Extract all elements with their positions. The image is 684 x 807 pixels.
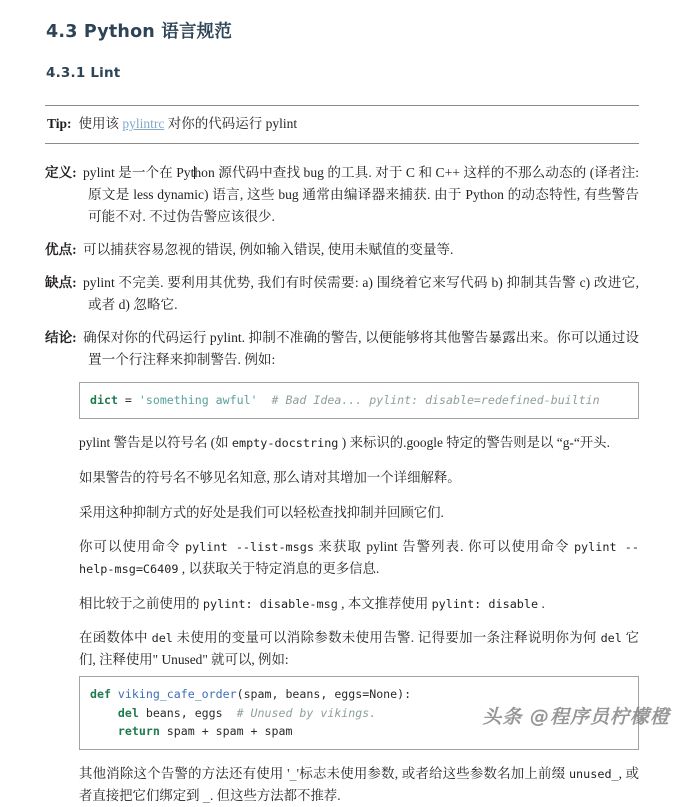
paragraph-list-msgs [79, 536, 639, 579]
code-token: del [117, 705, 146, 720]
code-token: None [369, 686, 398, 701]
inline-code: pylint --list-msgs [185, 540, 314, 555]
definition-item-pros [45, 239, 639, 261]
text-run: 采用这种抑制方式的好处是我们可以轻松查找抑制并回顾它们. [79, 504, 444, 520]
text-run: pylint 警告是以符号名 (如 [79, 435, 232, 451]
code-token: return [117, 724, 167, 739]
code-token [90, 724, 118, 738]
text-run: '标志未使用参数, 或者给这些参数名加上前缀 [296, 766, 569, 782]
definition-term: 定义: [45, 165, 77, 181]
definition-term: 优点: [45, 242, 77, 258]
paragraph-benefit [79, 502, 639, 524]
code-token: (spam, beans, eggs= [236, 686, 370, 701]
code-block-dict-example [79, 382, 639, 419]
paragraph-disable-msg [79, 593, 639, 615]
inline-code: pylint: disable [431, 596, 539, 611]
code-token: 'something awful' [138, 393, 258, 408]
code-token: = [117, 393, 139, 408]
definition-term: 缺点: [45, 275, 77, 291]
inline-code: del [151, 631, 173, 646]
text-run: , 以获取关于特定消息的更多信息. [178, 560, 380, 576]
code-token: # Unused by vikings. [236, 705, 377, 720]
code-token [90, 706, 118, 720]
text-run: 相比较于之前使用的 [79, 595, 203, 611]
code-token: beans, eggs [145, 705, 237, 720]
definition-body: 确保对你的代码运行 pylint. 抑制不准确的警告, 以便能够将其他警告暴露出来。你可以通过设置一个行注释来抑制警告. 例如: [83, 330, 639, 368]
definition-body-part1: pylint 是一个在 Pyt [83, 165, 195, 181]
text-run: . [538, 595, 545, 611]
subsection-heading: 4.3.1 Lint [46, 65, 121, 81]
code-token: dict [90, 393, 118, 408]
inline-code: unused_ [568, 767, 619, 782]
inline-code: _ [202, 788, 210, 803]
inline-code: _ [289, 767, 297, 782]
section-heading: 4.3 Python 语言规范 [46, 22, 233, 42]
code-token: ): [397, 686, 412, 701]
definition-body: 可以捕获容易忽视的错误, 例如输入错误, 使用未赋值的变量等. [83, 242, 454, 258]
text-run: 你可以使用命令 [79, 539, 185, 555]
paragraph-symbolic-names [79, 432, 639, 454]
definition-item-conclusion [45, 327, 639, 371]
code-token [258, 393, 272, 407]
definition-body-part2: hon 源代码中查找 bug 的工具. 对于 C 和 C++ 这样的不那么动态的 (译者注: 原文是 less dynamic) 语言, 这些 bug 通常由编译器来捕获. 由于 Python 的动态特性, 有些警告可能不对. 不过伪告警应该很少. [88, 165, 639, 225]
inline-code: del [600, 631, 622, 646]
pylintrc-link[interactable]: pylintrc [122, 116, 165, 131]
definition-body: pylint 不完美. 要利用其优势, 我们有时侯需要: a) 围绕着它来写代码 b) 抑制其告警 c) 改进它, 或者 d) 忽略它. [83, 275, 639, 313]
code-line [90, 685, 628, 704]
definition-item-definition [45, 162, 639, 228]
paragraph-closing [79, 763, 639, 806]
text-run: 其他消除这个告警的方法还有使用 ' [79, 766, 290, 782]
text-run: 在函数体中 [79, 630, 152, 646]
text-run: 未使用的变量可以消除参数未使用告警. 记得要加一条注释说明你为何 [172, 630, 601, 646]
code-token: def [90, 686, 118, 701]
code-token: viking_cafe_order [117, 686, 237, 701]
paragraph-explain [79, 467, 639, 489]
watermark: 头条 @程序员柠檬橙 [482, 706, 670, 728]
text-run: , 或者直接把它们绑定到 [79, 766, 639, 803]
code-token: # Bad Idea... pylint: disable=redefined-builtin [271, 393, 600, 408]
text-run: ) 来标识的.google 特定的警告则是以 “g-“开头. [338, 435, 610, 451]
definition-term: 结论: [45, 330, 77, 346]
inline-code: pylint: disable-msg [202, 596, 338, 611]
inline-code: empty-docstring [231, 436, 339, 451]
text-run: 它们, 注释使用" Unused" 就可以, 例如: [79, 630, 639, 668]
text-run: 来获取 pylint 告警列表. 你可以使用命令 [313, 539, 574, 555]
text-run: , 本文推荐使用 [337, 595, 432, 611]
text-run: . 但这些方法都不推荐. [209, 787, 341, 803]
tip-callout [45, 105, 639, 144]
inline-code: pylint --help-msg=C6409 [79, 540, 639, 576]
tip-text-before: 使用该 [78, 116, 123, 131]
text-run: 如果警告的符号名不够见名知意, 那么请对其增加一个详细解释。 [79, 469, 461, 485]
paragraph-del-unused [79, 627, 639, 670]
code-token: spam + spam + spam [166, 724, 293, 739]
definition-item-cons [45, 272, 639, 316]
tip-text-after: 对你的代码运行 pylint [164, 116, 298, 131]
tip-label: Tip: [47, 116, 72, 131]
definition-list [45, 162, 639, 371]
